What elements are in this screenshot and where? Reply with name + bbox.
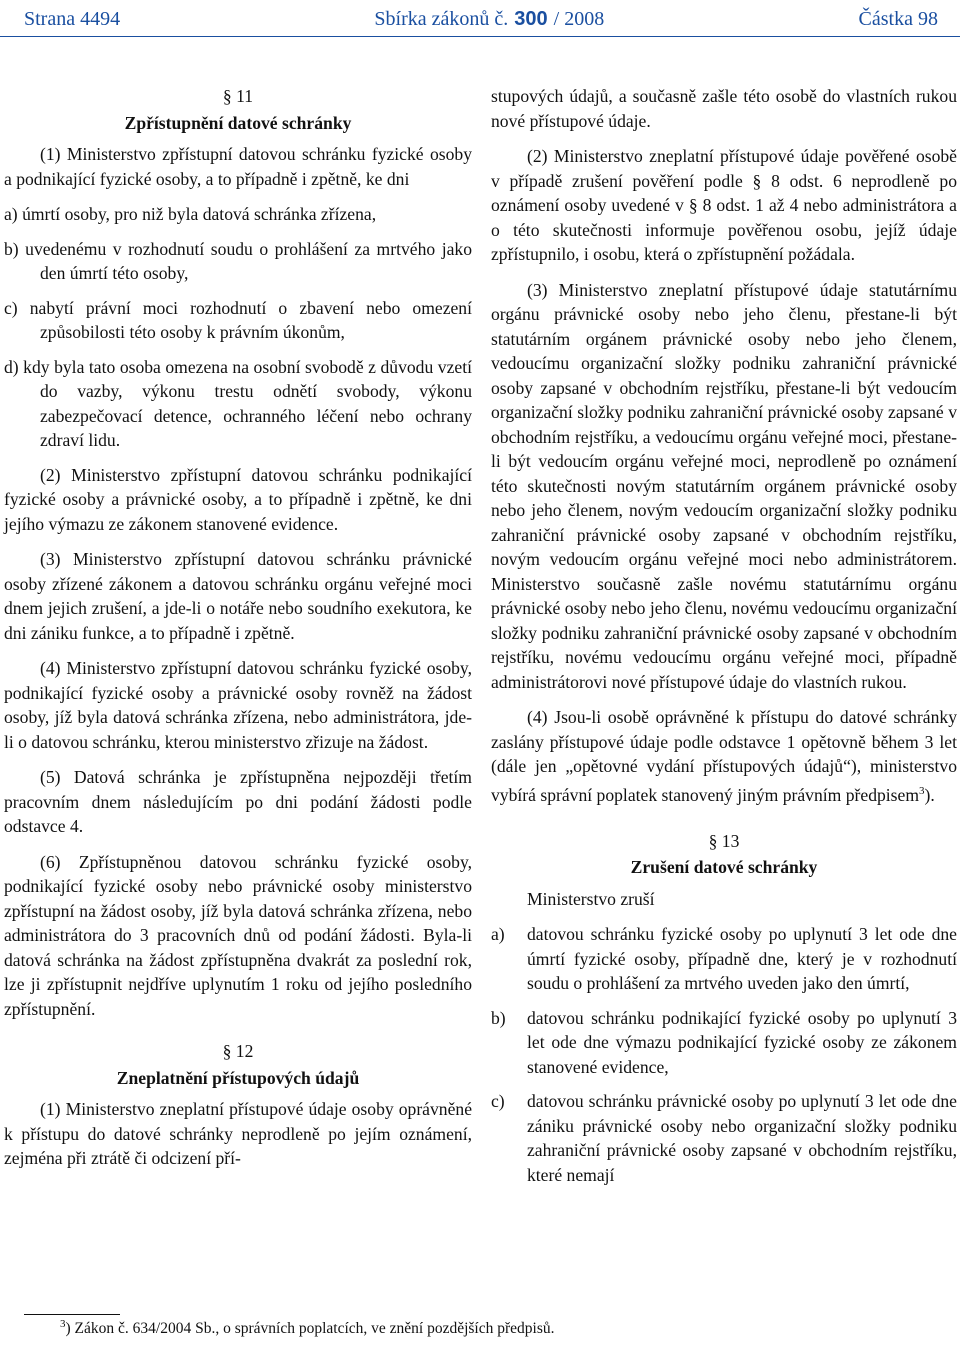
- page-number: Strana 4494: [24, 7, 121, 30]
- s12-paragraph-4: (4) Jsou-li osobě oprávněné k přístupu do datové schránky zaslány přístupové údaje podle odstavce 1 opětovně během 3 let (dále jen „opětovné vydání přístupových údajů“), ministerstvo vybírá správní poplatek stanovený jiným právním předpisem$^3$).: [491, 707, 957, 805]
- section-11-title: Zpřístupnění datové schránky: [124, 112, 352, 133]
- section-12-number: § 12: [222, 1041, 254, 1061]
- left-column: [4, 84, 472, 1182]
- s11-item-c: c) nabytí právní moci rozhodnutí o zbavení nebo omezení způsobilosti této osoby k právním úkonům,: [4, 297, 472, 342]
- issue-number: Částka 98: [858, 7, 938, 30]
- s12-paragraph-2: (2) Ministerstvo zneplatní přístupové údaje pověřené osobě v případě zrušení pověření podle § 8 odst. 6 neprodleně po oznámení osoby uvedené v § 8 odst. 1 až 4 nebo administrátora a o této skutečnosti informuje pověřenou osobu, jejíž údaje zpřístupnilo, i osobu, která o zpřístupnění požádala.: [491, 146, 957, 264]
- s12-paragraph-3: (3) Ministerstvo zneplatní přístupové údaje statutárnímu orgánu právnické osoby nebo jeho členu, přestane-li být statutárním orgánem právnické osoby nebo jeho členem, vedoucímu organizační složky podniku zahraniční právnické osoby zapsané v obchodním rejstříku, přestane-li být vedoucím organizační složky podniku zahraniční právnické osoby zapsané v obchodním rejstříku, a vedoucímu orgánu veřejné moci, přestane-li být vedoucím orgánu veřejné moci, neprodleně po oznámení této skutečnosti novým statutárním orgánem právnické osoby nebo jeho členem, novým vedoucím organizační složky podniku zahraniční právnické osoby zapsané v obchodním rejstříku, novým vedoucím orgánu veřejné moci nebo administrátorem. Ministerstvo současně zašle novému statutárnímu orgánu právnické osoby nebo jeho členu, novému vedoucímu organizační složky podniku zahraniční právnické osoby zapsané v obchodním rejstříku, novému vedoucímu orgánu veřejné moci, případně administrátorovi nové přístupové údaje do vlastních rukou.: [491, 279, 957, 692]
- law-number: 300: [514, 7, 548, 30]
- collection-year: / 2008: [553, 7, 605, 30]
- section-11-number: § 11: [222, 86, 254, 106]
- collection-title: [374, 8, 604, 31]
- s11-paragraph-6: (6) Zpřístupněnou datovou schránku fyzické osoby, podnikající fyzické osoby nebo právnické osoby ministerstvo zpřístupní na žádost osoby, jíž byla datová schránka zřízena, nebo administrátora do 3 pracovních dnů od podání žádosti. Byla-li datová schránka na žádost zpřístupněna dvakrát za poslední rok, lze ji zpřístupnit nejdříve uplynutím 1 roku od jejího posledního zpřístupnění.: [4, 851, 472, 1019]
- s11-paragraph-5: (5) Datová schránka je zpřístupněna nejpozději třetím pracovním dnem následujícím po dni podání žádosti podle odstavce 4.: [4, 767, 472, 836]
- s12-paragraph-1-continued: stupových údajů, a současně zašle této osobě do vlastních rukou nové přístupové údaje.: [491, 86, 957, 131]
- right-column: [491, 84, 957, 1197]
- section-12-title: Zneplatnění přístupových údajů: [116, 1067, 360, 1088]
- s12-paragraph-1: (1) Ministerstvo zneplatní přístupové údaje osoby oprávněné k přístupu do datové schránky neprodleně po jejím oznámení, zejména při ztrátě či odcizení pří-: [4, 1099, 472, 1168]
- section-13-number: § 13: [708, 830, 740, 851]
- collection-prefix: Sbírka zákonů č.: [374, 7, 509, 30]
- s13-intro: Ministerstvo zruší: [527, 888, 655, 909]
- section-13-title: Zrušení datové schránky: [630, 857, 818, 878]
- s11-item-d: d) kdy byla tato osoba omezena na osobní svobodě z důvodu vzetí do vazby, výkonu trestu odnětí svobody, výkonu zabezpečovací detence, ochranného léčení nebo ochrany zdraví lidu.: [4, 356, 472, 450]
- footnote-rule: [24, 1314, 120, 1315]
- s11-item-b: b) uvedenému v rozhodnutí soudu o prohlášení za mrtvého jako den úmrtí této osoby,: [4, 238, 472, 283]
- s13-item-c: c) datovou schránku právnické osoby po uplynutí 3 let ode dne zániku právnické osoby nebo organizační složky podniku zahraniční právnické osoby zapsané v obchodním rejstříku, které nemají: [491, 1091, 957, 1185]
- s13-item-b: b) datovou schránku podnikající fyzické osoby po uplynutí 3 let ode dne výmazu podnikající fyzické osoby ze zákonem stanovené evidence,: [491, 1007, 957, 1077]
- page-header: [24, 4, 938, 34]
- s11-paragraph-4: (4) Ministerstvo zpřístupní datovou schránku fyzické osoby, podnikající fyzické osoby a právnické osoby rovněž na žádost osoby, jíž byla datová schránka zřízena, nebo administrátora, jde-li o datovou schránku, kterou ministerstvo zřizuje na žádost.: [4, 658, 472, 752]
- footnote: $^3$) Zákon č. 634/2004 Sb., o správních poplatcích, ve znění pozdějších předpisů.: [60, 1318, 555, 1338]
- s11-paragraph-3: (3) Ministerstvo zpřístupní datovou schránku právnické osoby zřízené zákonem a datovou schránku orgánu veřejné moci dnem jejich zrušení, a jde-li o notáře nebo soudního exekutora, ke dni zániku funkce, a to případně i zpětně.: [4, 549, 472, 643]
- s13-item-a: a) datovou schránku fyzické osoby po uplynutí 3 let ode dne úmrtí fyzické osoby, případně dne, který je v rozhodnutí soudu o prohlášení za mrtvého uveden jako den úmrtí,: [491, 924, 957, 994]
- s11-paragraph-2: (2) Ministerstvo zpřístupní datovou schránku podnikající fyzické osoby a právnické osoby, a to případně i zpětně, ke dni jejího výmazu ze zákonem stanovené evidence.: [4, 464, 472, 534]
- s11-paragraph-1: (1) Ministerstvo zpřístupní datovou schránku fyzické osoby a podnikající fyzické osoby, a to případně i zpětně, ke dni: [4, 144, 472, 189]
- s11-item-a: a) úmrtí osoby, pro niž byla datová schránka zřízena,: [4, 204, 377, 224]
- header-rule: [0, 36, 960, 37]
- footnote-ref: 3: [919, 784, 925, 797]
